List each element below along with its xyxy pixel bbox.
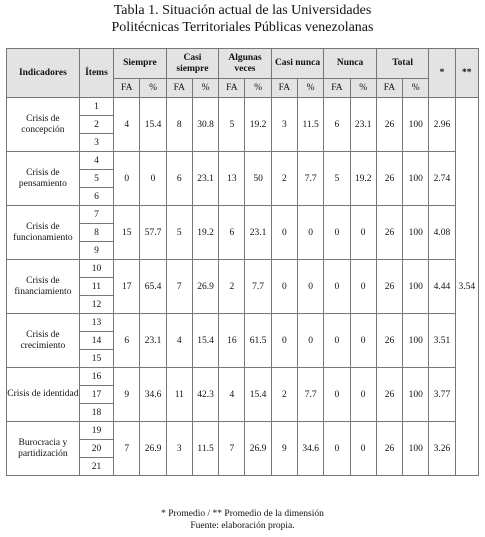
value-cell-siempre-pct: 15.4 xyxy=(140,98,166,152)
value-cell-casi-siempre-fa: 7 xyxy=(166,260,192,314)
value-cell-nunca-fa: 0 xyxy=(324,206,350,260)
value-cell-algunas-fa: 6 xyxy=(219,206,245,260)
value-cell-total-pct: 100 xyxy=(403,206,429,260)
value-cell-casi-nunca-fa: 0 xyxy=(271,260,297,314)
value-cell-casi-nunca-pct: 0 xyxy=(298,260,324,314)
value-cell-siempre-pct: 0 xyxy=(140,152,166,206)
value-cell-nunca-fa: 0 xyxy=(324,260,350,314)
header-indicadores: Indicadores xyxy=(7,49,80,98)
value-cell-siempre-fa: 9 xyxy=(114,368,140,422)
table-row xyxy=(7,368,479,386)
value-cell-nunca-fa: 6 xyxy=(324,98,350,152)
item-number-cell: 17 xyxy=(79,386,113,404)
header-promedio-dimension: ** xyxy=(455,49,478,98)
subheader-fa: FA xyxy=(219,79,245,98)
promedio-cell: 4.44 xyxy=(429,260,455,314)
value-cell-casi-nunca-fa: 2 xyxy=(271,368,297,422)
value-cell-algunas-pct: 23.1 xyxy=(245,206,271,260)
value-cell-casi-siempre-fa: 5 xyxy=(166,206,192,260)
value-cell-nunca-pct: 19.2 xyxy=(350,152,376,206)
value-cell-total-fa: 26 xyxy=(376,98,402,152)
value-cell-nunca-fa: 0 xyxy=(324,422,350,476)
value-cell-siempre-fa: 7 xyxy=(114,422,140,476)
value-cell-nunca-pct: 0 xyxy=(350,368,376,422)
value-cell-casi-nunca-fa: 3 xyxy=(271,98,297,152)
table-title-line-2: Politécnicas Territoriales Públicas venezolanas xyxy=(111,20,374,35)
value-cell-siempre-pct: 65.4 xyxy=(140,260,166,314)
indicator-cell: Crisis de concepción xyxy=(7,98,80,152)
indicator-cell: Burocracia y partidización xyxy=(7,422,80,476)
footnote-source: Fuente: elaboración propia. xyxy=(190,521,295,531)
subheader-fa: FA xyxy=(324,79,350,98)
item-number-cell: 6 xyxy=(79,188,113,206)
value-cell-casi-nunca-pct: 34.6 xyxy=(298,422,324,476)
item-number-cell: 11 xyxy=(79,278,113,296)
promedio-dimension-cell: 3.54 xyxy=(455,98,478,476)
promedio-cell: 3.26 xyxy=(429,422,455,476)
subheader-fa: FA xyxy=(376,79,402,98)
item-number-cell: 21 xyxy=(79,458,113,476)
item-number-cell: 1 xyxy=(79,98,113,116)
value-cell-algunas-fa: 7 xyxy=(219,422,245,476)
value-cell-casi-nunca-pct: 11.5 xyxy=(298,98,324,152)
item-number-cell: 13 xyxy=(79,314,113,332)
header-casi-nunca: Casi nunca xyxy=(271,49,324,79)
value-cell-total-fa: 26 xyxy=(376,422,402,476)
value-cell-siempre-pct: 57.7 xyxy=(140,206,166,260)
value-cell-siempre-fa: 4 xyxy=(114,98,140,152)
item-number-cell: 20 xyxy=(79,440,113,458)
value-cell-casi-siempre-fa: 11 xyxy=(166,368,192,422)
value-cell-casi-nunca-fa: 0 xyxy=(271,206,297,260)
value-cell-siempre-fa: 17 xyxy=(114,260,140,314)
indicator-cell: Crisis de crecimiento xyxy=(7,314,80,368)
value-cell-total-pct: 100 xyxy=(403,422,429,476)
subheader-fa: FA xyxy=(114,79,140,98)
value-cell-casi-siempre-pct: 11.5 xyxy=(192,422,218,476)
value-cell-casi-nunca-fa: 0 xyxy=(271,314,297,368)
item-number-cell: 14 xyxy=(79,332,113,350)
value-cell-total-fa: 26 xyxy=(376,260,402,314)
promedio-cell: 3.51 xyxy=(429,314,455,368)
header-total: Total xyxy=(376,49,429,79)
item-number-cell: 15 xyxy=(79,350,113,368)
value-cell-casi-siempre-fa: 4 xyxy=(166,314,192,368)
value-cell-total-pct: 100 xyxy=(403,152,429,206)
value-cell-algunas-pct: 15.4 xyxy=(245,368,271,422)
value-cell-casi-nunca-pct: 0 xyxy=(298,314,324,368)
header-casi-siempre: Casi siempre xyxy=(166,49,219,79)
item-number-cell: 18 xyxy=(79,404,113,422)
value-cell-casi-siempre-pct: 42.3 xyxy=(192,368,218,422)
value-cell-casi-nunca-pct: 7.7 xyxy=(298,152,324,206)
value-cell-total-pct: 100 xyxy=(403,98,429,152)
item-number-cell: 9 xyxy=(79,242,113,260)
value-cell-algunas-fa: 13 xyxy=(219,152,245,206)
indicator-cell: Crisis de identidad xyxy=(7,368,80,422)
subheader-pct: % xyxy=(403,79,429,98)
indicator-cell: Crisis de pensamiento xyxy=(7,152,80,206)
promedio-cell: 2.74 xyxy=(429,152,455,206)
table-row xyxy=(7,206,479,224)
item-number-cell: 4 xyxy=(79,152,113,170)
header-items: Ítems xyxy=(79,49,113,98)
value-cell-siempre-pct: 26.9 xyxy=(140,422,166,476)
value-cell-nunca-fa: 0 xyxy=(324,314,350,368)
value-cell-casi-siempre-fa: 8 xyxy=(166,98,192,152)
subheader-fa: FA xyxy=(271,79,297,98)
item-number-cell: 2 xyxy=(79,116,113,134)
table-row xyxy=(7,98,479,116)
value-cell-casi-nunca-pct: 7.7 xyxy=(298,368,324,422)
table-row xyxy=(7,314,479,332)
value-cell-total-fa: 26 xyxy=(376,368,402,422)
indicator-cell: Crisis de financiamiento xyxy=(7,260,80,314)
value-cell-siempre-pct: 34.6 xyxy=(140,368,166,422)
table-row xyxy=(7,422,479,440)
subheader-pct: % xyxy=(140,79,166,98)
item-number-cell: 19 xyxy=(79,422,113,440)
table-row xyxy=(7,152,479,170)
value-cell-total-pct: 100 xyxy=(403,368,429,422)
value-cell-casi-nunca-fa: 9 xyxy=(271,422,297,476)
table-body xyxy=(7,98,479,476)
value-cell-casi-siempre-pct: 23.1 xyxy=(192,152,218,206)
item-number-cell: 12 xyxy=(79,296,113,314)
value-cell-algunas-pct: 61.5 xyxy=(245,314,271,368)
value-cell-siempre-fa: 0 xyxy=(114,152,140,206)
item-number-cell: 16 xyxy=(79,368,113,386)
subheader-pct: % xyxy=(350,79,376,98)
header-promedio: * xyxy=(429,49,455,98)
value-cell-algunas-pct: 50 xyxy=(245,152,271,206)
value-cell-nunca-pct: 0 xyxy=(350,422,376,476)
value-cell-siempre-fa: 15 xyxy=(114,206,140,260)
footnote-legend: * Promedio / ** Promedio de la dimensión xyxy=(161,509,324,519)
indicator-cell: Crisis de funcionamiento xyxy=(7,206,80,260)
value-cell-siempre-fa: 6 xyxy=(114,314,140,368)
value-cell-total-fa: 26 xyxy=(376,206,402,260)
value-cell-total-pct: 100 xyxy=(403,260,429,314)
value-cell-casi-siempre-pct: 30.8 xyxy=(192,98,218,152)
value-cell-algunas-pct: 26.9 xyxy=(245,422,271,476)
promedio-cell: 3.77 xyxy=(429,368,455,422)
value-cell-casi-siempre-pct: 15.4 xyxy=(192,314,218,368)
header-siempre: Siempre xyxy=(114,49,167,79)
value-cell-nunca-pct: 0 xyxy=(350,314,376,368)
value-cell-casi-siempre-pct: 26.9 xyxy=(192,260,218,314)
value-cell-nunca-pct: 23.1 xyxy=(350,98,376,152)
subheader-fa: FA xyxy=(166,79,192,98)
value-cell-nunca-pct: 0 xyxy=(350,206,376,260)
subheader-pct: % xyxy=(298,79,324,98)
item-number-cell: 3 xyxy=(79,134,113,152)
item-number-cell: 10 xyxy=(79,260,113,278)
item-number-cell: 5 xyxy=(79,170,113,188)
value-cell-nunca-fa: 5 xyxy=(324,152,350,206)
value-cell-casi-nunca-fa: 2 xyxy=(271,152,297,206)
header-algunas-veces: Algunas veces xyxy=(219,49,272,79)
value-cell-total-fa: 26 xyxy=(376,152,402,206)
value-cell-algunas-fa: 16 xyxy=(219,314,245,368)
promedio-cell: 4.08 xyxy=(429,206,455,260)
value-cell-casi-siempre-fa: 6 xyxy=(166,152,192,206)
value-cell-total-fa: 26 xyxy=(376,314,402,368)
table-row xyxy=(7,260,479,278)
value-cell-casi-nunca-pct: 0 xyxy=(298,206,324,260)
table-title-line-1: Tabla 1. Situación actual de las Universidades xyxy=(113,3,372,18)
data-table xyxy=(6,48,479,476)
value-cell-algunas-fa: 5 xyxy=(219,98,245,152)
value-cell-algunas-fa: 4 xyxy=(219,368,245,422)
value-cell-algunas-pct: 7.7 xyxy=(245,260,271,314)
value-cell-siempre-pct: 23.1 xyxy=(140,314,166,368)
subheader-pct: % xyxy=(245,79,271,98)
value-cell-casi-siempre-pct: 19.2 xyxy=(192,206,218,260)
value-cell-algunas-fa: 2 xyxy=(219,260,245,314)
item-number-cell: 8 xyxy=(79,224,113,242)
promedio-cell: 2.96 xyxy=(429,98,455,152)
value-cell-nunca-pct: 0 xyxy=(350,260,376,314)
item-number-cell: 7 xyxy=(79,206,113,224)
header-nunca: Nunca xyxy=(324,49,377,79)
value-cell-nunca-fa: 0 xyxy=(324,368,350,422)
value-cell-total-pct: 100 xyxy=(403,314,429,368)
value-cell-algunas-pct: 19.2 xyxy=(245,98,271,152)
subheader-pct: % xyxy=(192,79,218,98)
value-cell-casi-siempre-fa: 3 xyxy=(166,422,192,476)
